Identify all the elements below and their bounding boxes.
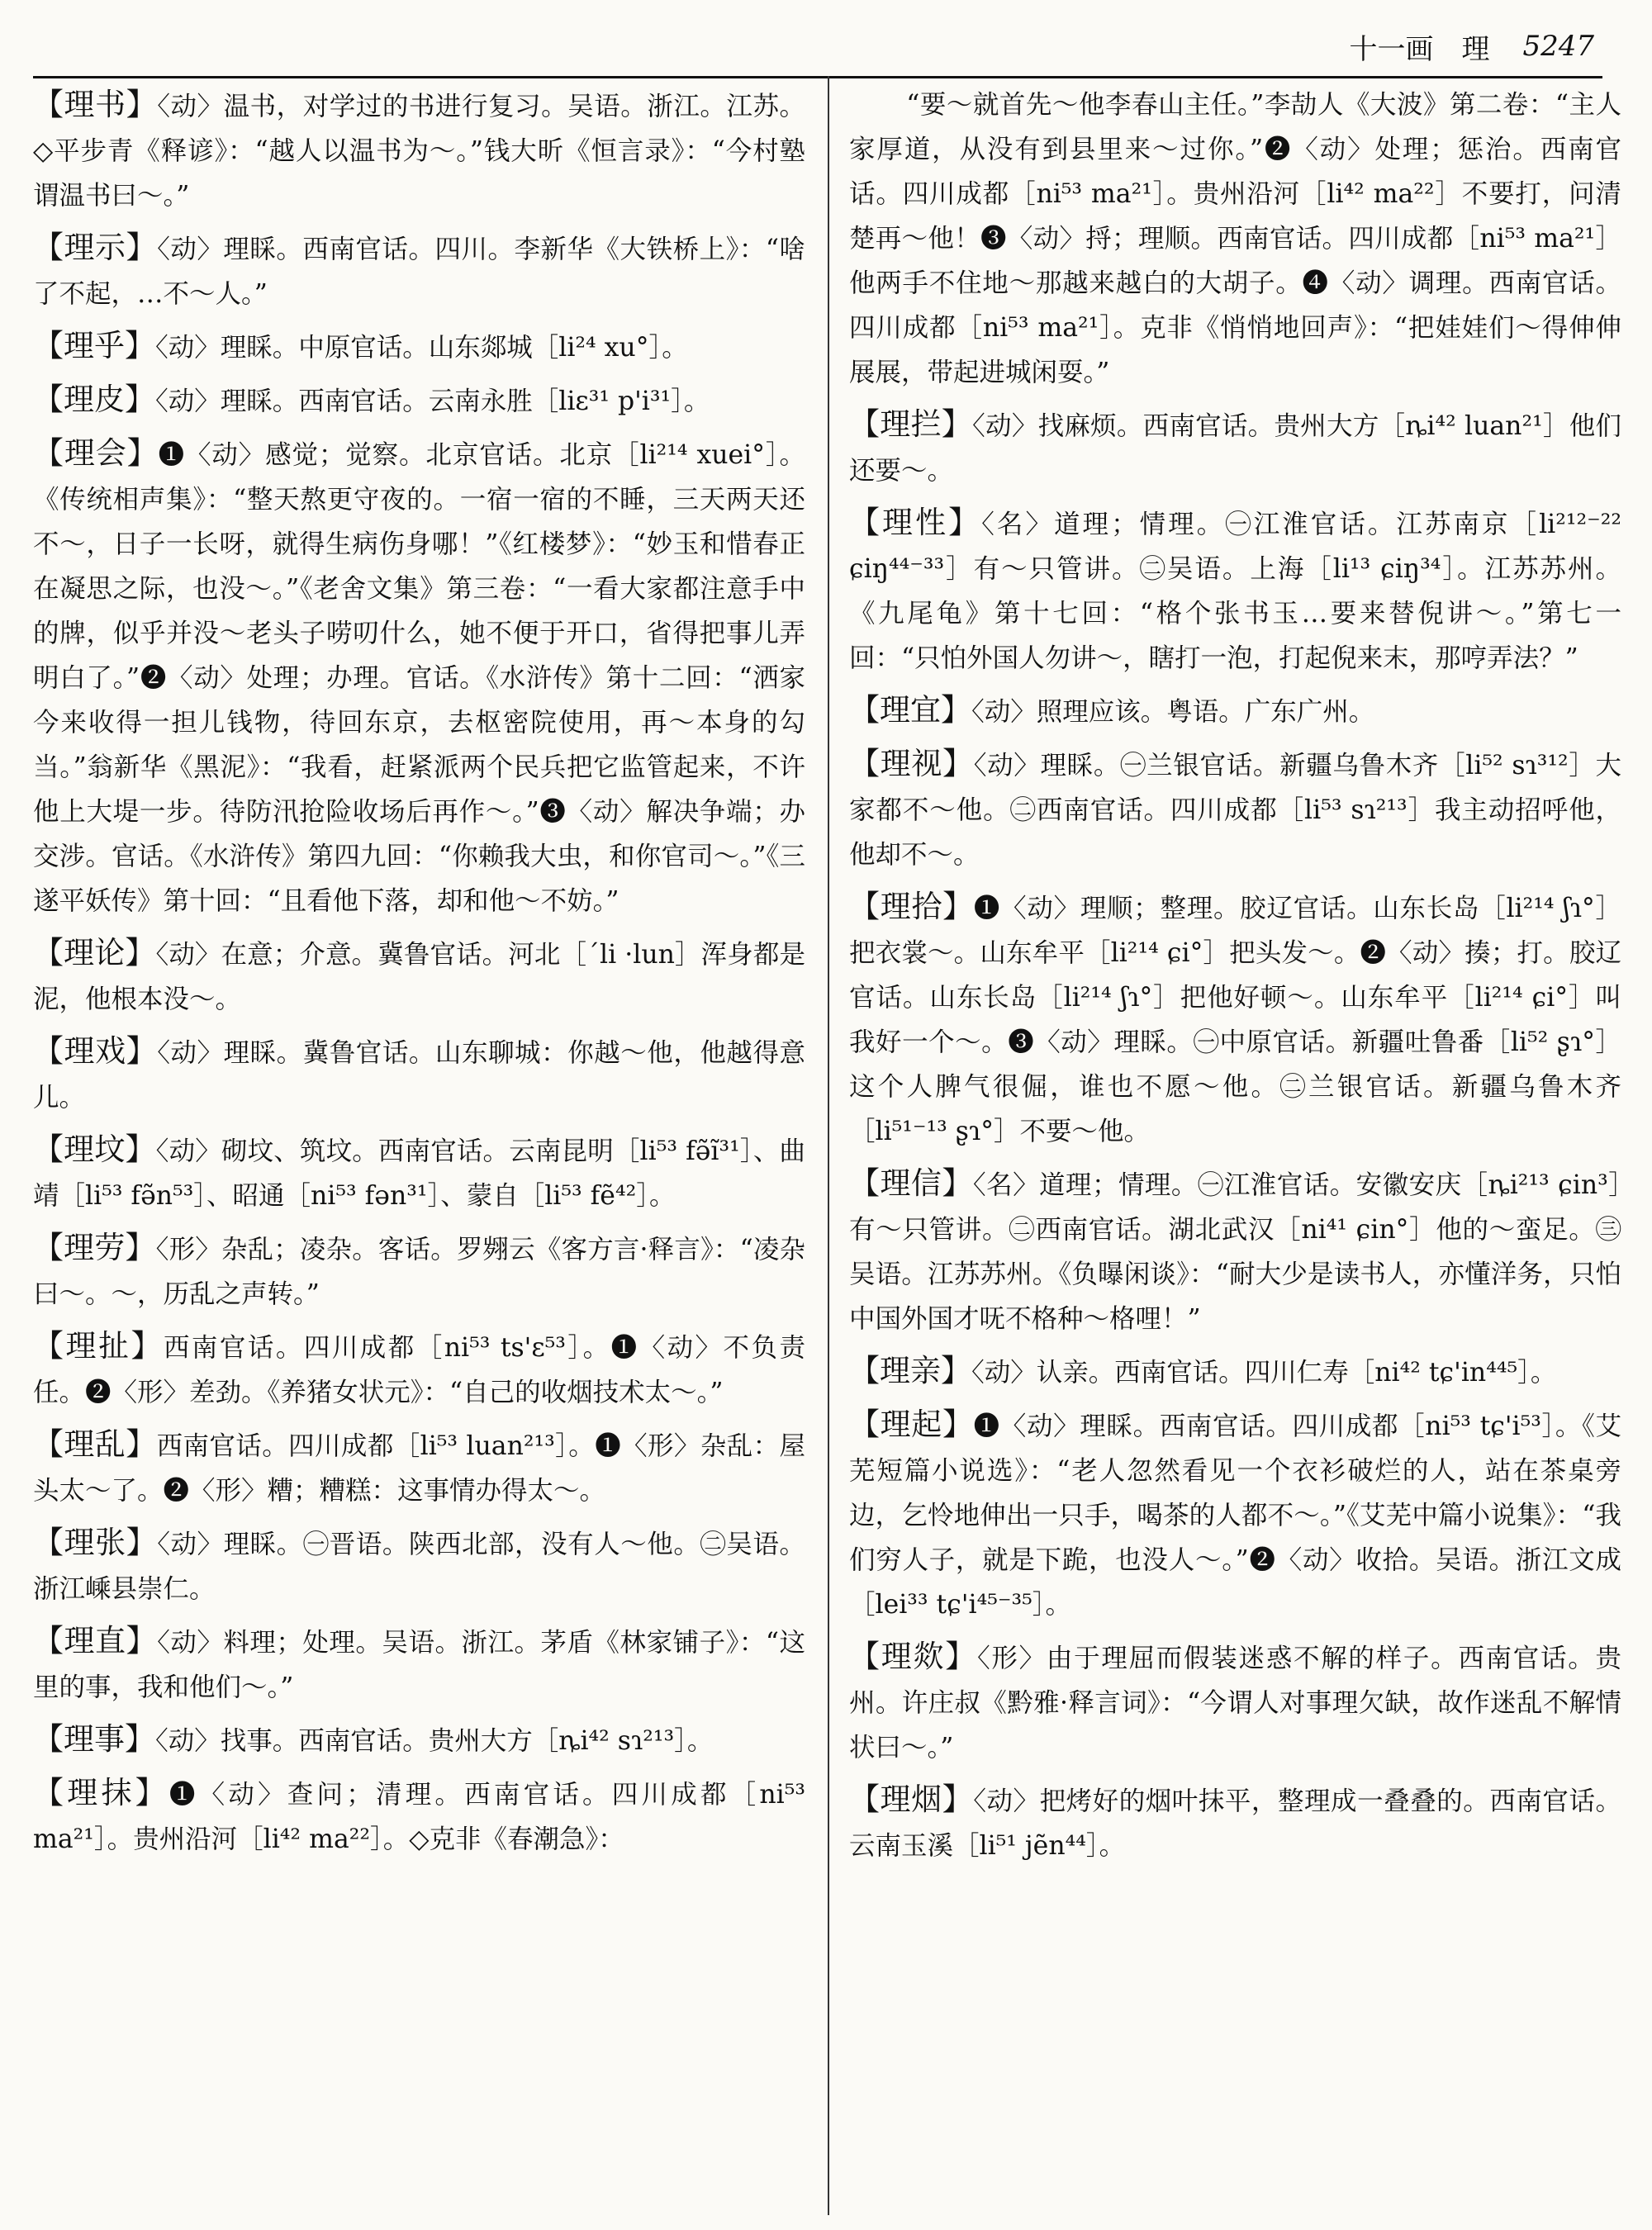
dictionary-entry: [33, 1127, 805, 1218]
entry-headword: 【理性】: [849, 505, 982, 540]
entry-headword: 【理书】: [33, 87, 158, 122]
dictionary-entry: [33, 1619, 805, 1710]
entry-headword: 【理亲】: [849, 1353, 971, 1388]
dictionary-entry: [33, 1029, 805, 1120]
entry-definition: 〈动〉找事。西南官话。贵州大方［ȵi⁴² sɿ²¹³］。: [155, 1726, 714, 1756]
dictionary-entry: [33, 431, 805, 923]
entry-headword: 【理乎】: [33, 328, 155, 363]
dictionary-entry: [849, 402, 1621, 493]
entry-headword: 【理皮】: [33, 382, 155, 417]
entry-definition: 〈动〉理睬。㊀兰银官话。新疆乌鲁木齐［li⁵² sɿ³¹²］大家都不～他。㊁西南官话。四川成都［li⁵³ sɿ²¹³］我主动招呼他，他却不～。: [849, 751, 1621, 870]
entry-headword: 【理抹】: [33, 1775, 169, 1810]
entry-definition: 〈形〉由于理屈而假装迷惑不解的样子。西南官话。贵州。许庄叔《黔雅·释言词》：“今谓人对事理欠缺，故作迷乱不解情状曰～。”: [849, 1644, 1622, 1763]
entry-headword: 【理宜】: [849, 692, 971, 728]
entry-definition: 〈动〉理睬。㊀晋语。陕西北部，没有人～他。㊁吴语。浙江嵊县崇仁。: [33, 1530, 805, 1604]
dictionary-entry: [849, 885, 1621, 1154]
entry-definition: 〈动〉砌坟、筑坟。西南官话。云南昆明［li⁵³ fə̃ĩ³¹］、曲靖［li⁵³ fə̃n⁵³］、昭通［ni⁵³ fən³¹］、蒙自［li⁵³ fẽ⁴²］。: [33, 1136, 806, 1211]
entry-definition: 〈动〉找麻烦。西南官话。贵州大方［ȵi⁴² luan²¹］他们还要～。: [849, 411, 1621, 486]
entry-definition: 〈动〉料理；处理。吴语。浙江。茅盾《林家铺子》：“这里的事，我和他们～。”: [33, 1628, 806, 1702]
header-rule: [33, 76, 1602, 78]
dictionary-entry: [33, 324, 805, 370]
entry-definition: 〈动〉理睬。西南官话。云南永胜［liε³¹ p'i³¹］。: [155, 387, 710, 416]
entry-headword: 【理直】: [33, 1623, 158, 1658]
entry-definition: 西南官话。四川成都［ni⁵³ ts'ε⁵³］。❶〈动〉不负责任。❷〈形〉差劲。《养猪女状元》：“自己的收烟技术太～。”: [33, 1333, 805, 1407]
dictionary-entry: [849, 1635, 1621, 1770]
entry-definition: 〈动〉在意；介意。冀鲁官话。河北［ˊli ·lun］浑身都是泥，他根本没～。: [33, 940, 805, 1014]
dictionary-entry: [849, 501, 1621, 681]
entry-headword: 【理戏】: [33, 1033, 158, 1069]
dictionary-entry: [849, 1161, 1621, 1341]
dictionary-entry: [849, 83, 1621, 395]
entry-headword: 【理欻】: [849, 1639, 977, 1674]
entry-headword: 【理拾】: [849, 889, 974, 924]
entry-definition: ❶〈动〉感觉；觉察。北京官话。北京［li²¹⁴ xuei°］。《传统相声集》：“整天熬更守夜的。一宿一宿的不睡，三天两天还不～，日子一长呀，就得生病伤身哪！”《红楼梦》：“妙玉和惜春正在凝思之际，也没～。”《老舍文集》第三卷：“一看大家都注意手中的牌，似乎并没～老头子唠叨什么，她不便于开口，省得把事儿弄明白了。”❷〈动〉处理；办理。官话。《水浒传》第十二回：“洒家今来收得一担儿钱物，待回东京，去枢密院使用，再～本身的勾当。”翁新华《黑泥》：“我看，赶紧派两个民兵把它监管起来，不许他上大堤一步。待防汛抢险收场后再作～。”❸〈动〉解决争端；办交涉。官话。《水浒传》第四九回：“你赖我大虫，和你官司～。”《三遂平妖传》第十回：“且看他下落，却和他～不妨。”: [33, 440, 806, 916]
dictionary-entry: [33, 1717, 805, 1763]
dictionary-entry: [849, 1349, 1621, 1395]
dictionary-entry: [33, 1324, 805, 1415]
entry-headword: 【理事】: [33, 1721, 155, 1757]
entry-headword: 【理坟】: [33, 1132, 156, 1167]
entry-definition: ❶〈动〉理睬。西南官话。四川成都［ni⁵³ tɕ'i⁵³］。《艾芜短篇小说选》：“老人忽然看见一个衣衫破烂的人，站在茶桌旁边，乞怜地伸出一只手，喝茶的人都不～。”《艾芜中篇小说集》：“我们穷人子，就是下跪，也没人～。”❷〈动〉收拾。吴语。浙江文成［lei³³ tɕ'i⁴⁵⁻³⁵］。: [849, 1412, 1621, 1620]
entry-headword: 【理信】: [849, 1165, 973, 1201]
entry-definition: 〈动〉照理应该。粤语。广东广州。: [971, 697, 1375, 727]
dictionary-entry: [33, 1226, 805, 1317]
dictionary-entry: [33, 1422, 805, 1513]
entry-headword: 【理张】: [33, 1525, 158, 1560]
page-number: 5247: [1522, 30, 1594, 63]
dictionary-entry: [33, 1521, 805, 1611]
entry-definition: 〈动〉认亲。西南官话。四川仁寿［ni⁴² tɕ'in⁴⁴⁵］。: [971, 1358, 1557, 1388]
entry-definition: 〈动〉温书，对学过的书进行复习。吴语。浙江。江苏。◇平步青《释谚》：“越人以温书为～。”钱大昕《恒言录》：“今村塾谓温书曰～。”: [33, 92, 805, 211]
dictionary-entry: [33, 931, 805, 1022]
entry-definition: 〈动〉理睬。中原官话。山东郯城［li²⁴ xu°］。: [155, 333, 688, 363]
entry-definition: 西南官话。四川成都［li⁵³ luan²¹³］。❶〈形〉杂乱：屋头太～了。❷〈形〉糟；糟糕：这事情办得太～。: [33, 1431, 806, 1506]
right-column: [849, 83, 1621, 1876]
entry-definition: 〈动〉理睬。冀鲁官话。山东聊城：你越～他，他越得意儿。: [33, 1038, 805, 1113]
entry-definition: ❶〈动〉查问；清理。西南官话。四川成都［ni⁵³ ma²¹］。贵州沿河［li⁴² ma²²］。◇克非《春潮急》：: [33, 1780, 806, 1854]
dictionary-entry: [849, 688, 1621, 734]
entry-definition: 〈名〉道理；情理。㊀江淮官话。安徽安庆［ȵi²¹³ ɕin³］有～只管讲。㊁西南官话。湖北武汉［ni⁴¹ ɕin°］他的～蛮足。㊂吴语。江苏苏州。《负曝闲谈》：“耐大少是读书人，亦懂洋务，只怕中国外国才呒不格种～格哩！”: [849, 1170, 1621, 1334]
entry-headword: 【理示】: [33, 230, 158, 265]
section-label: 十一画 理: [1349, 32, 1490, 66]
entry-definition: “要～就首先～他李春山主任。”李劼人《大波》第二卷：“主人家厚道，从没有到县里来～过你。”❷〈动〉处理；惩治。西南官话。四川成都［ni⁵³ ma²¹］。贵州沿河［li⁴² ma²²］不要打，问清楚再～他！❸〈动〉捋；理顺。西南官话。四川成都［ni⁵³ ma²¹］他两手不住地～那越来越白的大胡子。❹〈动〉调理。西南官话。四川成都［ni⁵³ ma²¹］。克非《悄悄地回声》：“把娃娃们～得伸伸展展，带起进城闲耍。”: [849, 90, 1621, 387]
running-header: [0, 23, 1594, 69]
entry-headword: 【理拦】: [849, 406, 973, 442]
left-column: [33, 83, 805, 1869]
entry-headword: 【理劳】: [33, 1230, 156, 1265]
dictionary-entry: [33, 1771, 805, 1862]
dictionary-entry: [33, 377, 805, 424]
entry-headword: 【理会】: [33, 435, 159, 471]
entry-definition: 〈形〉杂乱；凌杂。客话。罗翙云《客方言·释言》：“凌杂曰～。～，历乱之声转。”: [33, 1235, 806, 1309]
entry-definition: 〈动〉理睬。西南官话。四川。李新华《大铁桥上》：“啥了不起，…不～人。”: [33, 235, 806, 309]
entry-definition: 〈动〉把烤好的烟叶抹平，整理成一叠叠的。西南官话。云南玉溪［li⁵¹ jẽn⁴⁴］。: [849, 1786, 1621, 1861]
dictionary-entry: [33, 83, 805, 218]
entry-definition: 〈名〉道理；情理。㊀江淮官话。江苏南京［li²¹²⁻²² ɕiŋ⁴⁴⁻³³］有～只管讲。㊁吴语。上海［li¹³ ɕiŋ³⁴］。江苏苏州。《九尾龟》第十七回：“格个张书玉…要来替倪讲～。”第七一回：“只怕外国人勿讲～，瞎打一泡，打起倪来末，那哼弄法？”: [849, 510, 1621, 673]
entry-headword: 【理乱】: [33, 1426, 157, 1462]
dictionary-entry: [33, 225, 805, 316]
dictionary-entry: [849, 1777, 1621, 1868]
entry-headword: 【理烟】: [849, 1782, 974, 1817]
entry-headword: 【理论】: [33, 935, 156, 970]
entry-headword: 【理扯】: [33, 1328, 164, 1364]
entry-headword: 【理视】: [849, 746, 974, 781]
dictionary-entry: [849, 742, 1621, 877]
entry-definition: ❶〈动〉理顺；整理。胶辽官话。山东长岛［li²¹⁴ ʃɿ°］把衣裳～。山东牟平［li²¹⁴ ɕi°］把头发～。❷〈动〉揍；打。胶辽官话。山东长岛［li²¹⁴ ʃɿ°］把他好顿～。山东牟平［li²¹⁴ ɕi°］叫我好一个～。❸〈动〉理睬。㊀中原官话。新疆吐鲁番［li⁵² ʂɿ°］这个人脾气很倔，谁也不愿～他。㊁兰银官话。新疆乌鲁木齐［li⁵¹⁻¹³ ʂɿ°］不要～他。: [849, 894, 1621, 1146]
entry-headword: 【理起】: [849, 1407, 974, 1442]
column-divider: [828, 76, 829, 2215]
dictionary-entry: [849, 1402, 1621, 1627]
